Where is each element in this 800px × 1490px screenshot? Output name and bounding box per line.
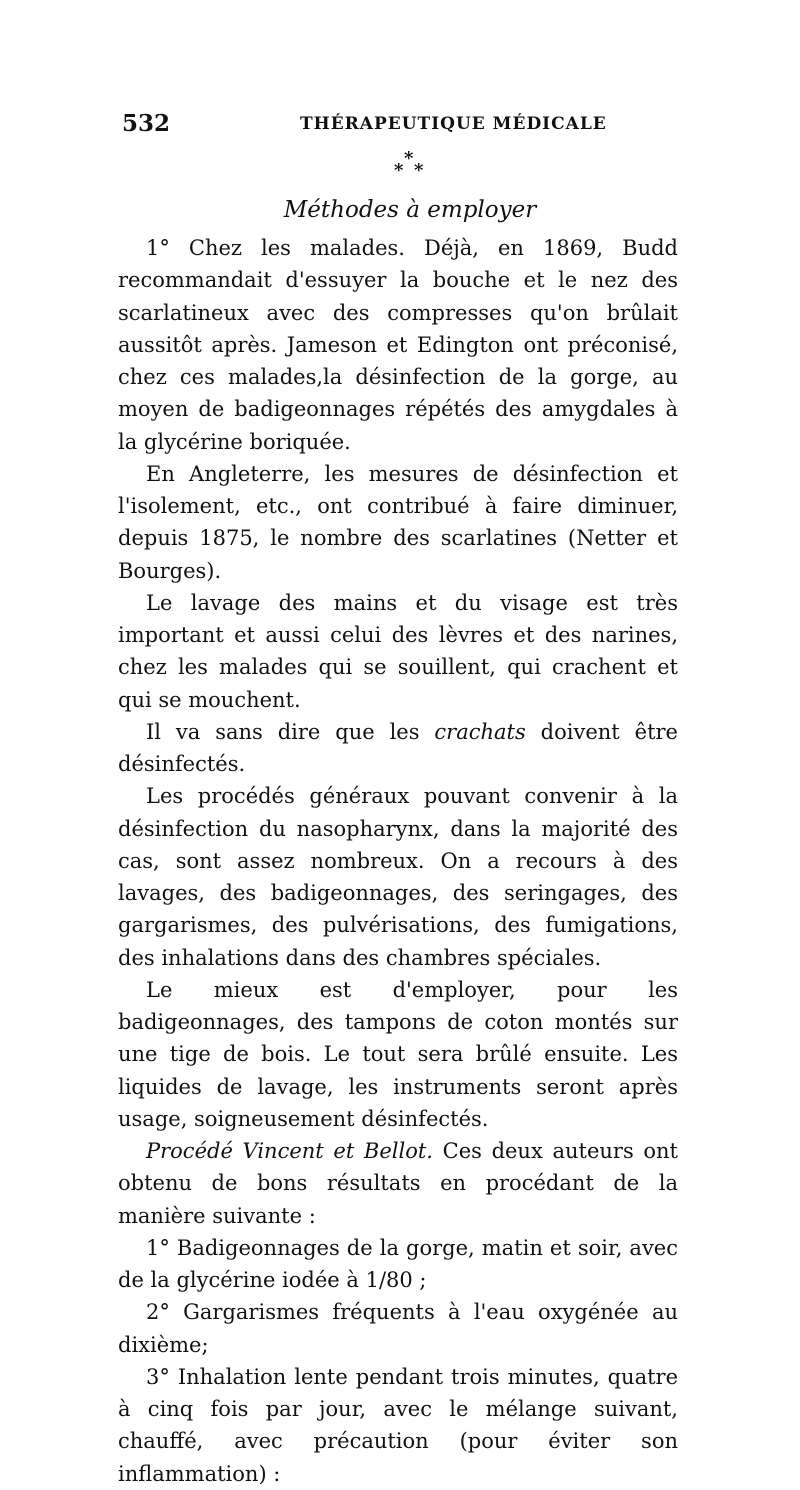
running-title: THÉRAPEUTIQUE MÉDICALE bbox=[300, 114, 607, 134]
paragraph bbox=[118, 1135, 678, 1232]
section-heading: Méthodes à employer bbox=[283, 197, 537, 223]
asterism-star: * bbox=[404, 148, 414, 169]
list-item: 3° Inhalation lente pendant trois minutes, quatre à cinq fois par jour, avec le mélange suivant, chauffé, avec précaution (pour éviter son inflammation) : bbox=[118, 1364, 678, 1486]
paragraph: En Angleterre, les mesures de désinfection et l'isolement, etc., ont contribué à faire diminuer, depuis 1875, le nombre des scarlatines (Netter et Bourges). bbox=[118, 461, 678, 583]
italic-term: Procédé Vincent et Bellot. bbox=[146, 1139, 433, 1163]
list-item: 1° Badigeonnages de la gorge, matin et soir, avec de la glycérine iodée à 1/80 ; bbox=[118, 1235, 678, 1292]
page-header bbox=[0, 110, 800, 142]
paragraph: 1° Chez les malades. Déjà, en 1869, Budd recommandait d'essuyer la bouche et le nez des scarlatineux avec des compresses qu'on brûlait aussitôt après. Jameson et Edington ont préconisé, chez ces malades,la désinfection de la gorge, au moyen de badigeonnages répétés des amygdales à la glycérine boriquée. bbox=[118, 236, 678, 454]
paragraph bbox=[118, 716, 678, 781]
italic-term: crachats bbox=[434, 719, 526, 744]
body-text bbox=[118, 232, 678, 1490]
text-run: Ces deux auteurs ont obtenu de bons résultats en procédant de la manière suivante : bbox=[118, 1139, 678, 1228]
asterism-star: * bbox=[394, 160, 404, 181]
asterism-star: * bbox=[414, 160, 424, 181]
page-number: 532 bbox=[122, 110, 171, 137]
paragraph: Les procédés généraux pouvant convenir à la désinfection du nasopharynx, dans la majorité des cas, sont assez nombreux. On a recours à des lavages, des badigeonnages, des seringages, des gargarismes, des pulvérisations, des fumigations, des inhalations dans des chambres spéciales. bbox=[118, 784, 678, 970]
paragraph: Le mieux est d'employer, pour les badigeonnages, des tampons de coton montés sur une tige de bois. Le tout sera brûlé ensuite. Les liquides de lavage, les instruments seront après usage, soigneusement désinfectés. bbox=[118, 977, 678, 1131]
text-run: doivent être désinfectés. bbox=[118, 719, 678, 776]
asterism bbox=[380, 150, 440, 190]
text-run: Il va sans dire que les bbox=[146, 719, 435, 744]
paragraph: Le lavage des mains et du visage est très important et aussi celui des lèvres et des narines, chez les malades qui se souillent, qui crachent et qui se mouchent. bbox=[118, 590, 678, 712]
list-item: 2° Gargarismes fréquents à l'eau oxygénée au dixième; bbox=[118, 1300, 678, 1357]
